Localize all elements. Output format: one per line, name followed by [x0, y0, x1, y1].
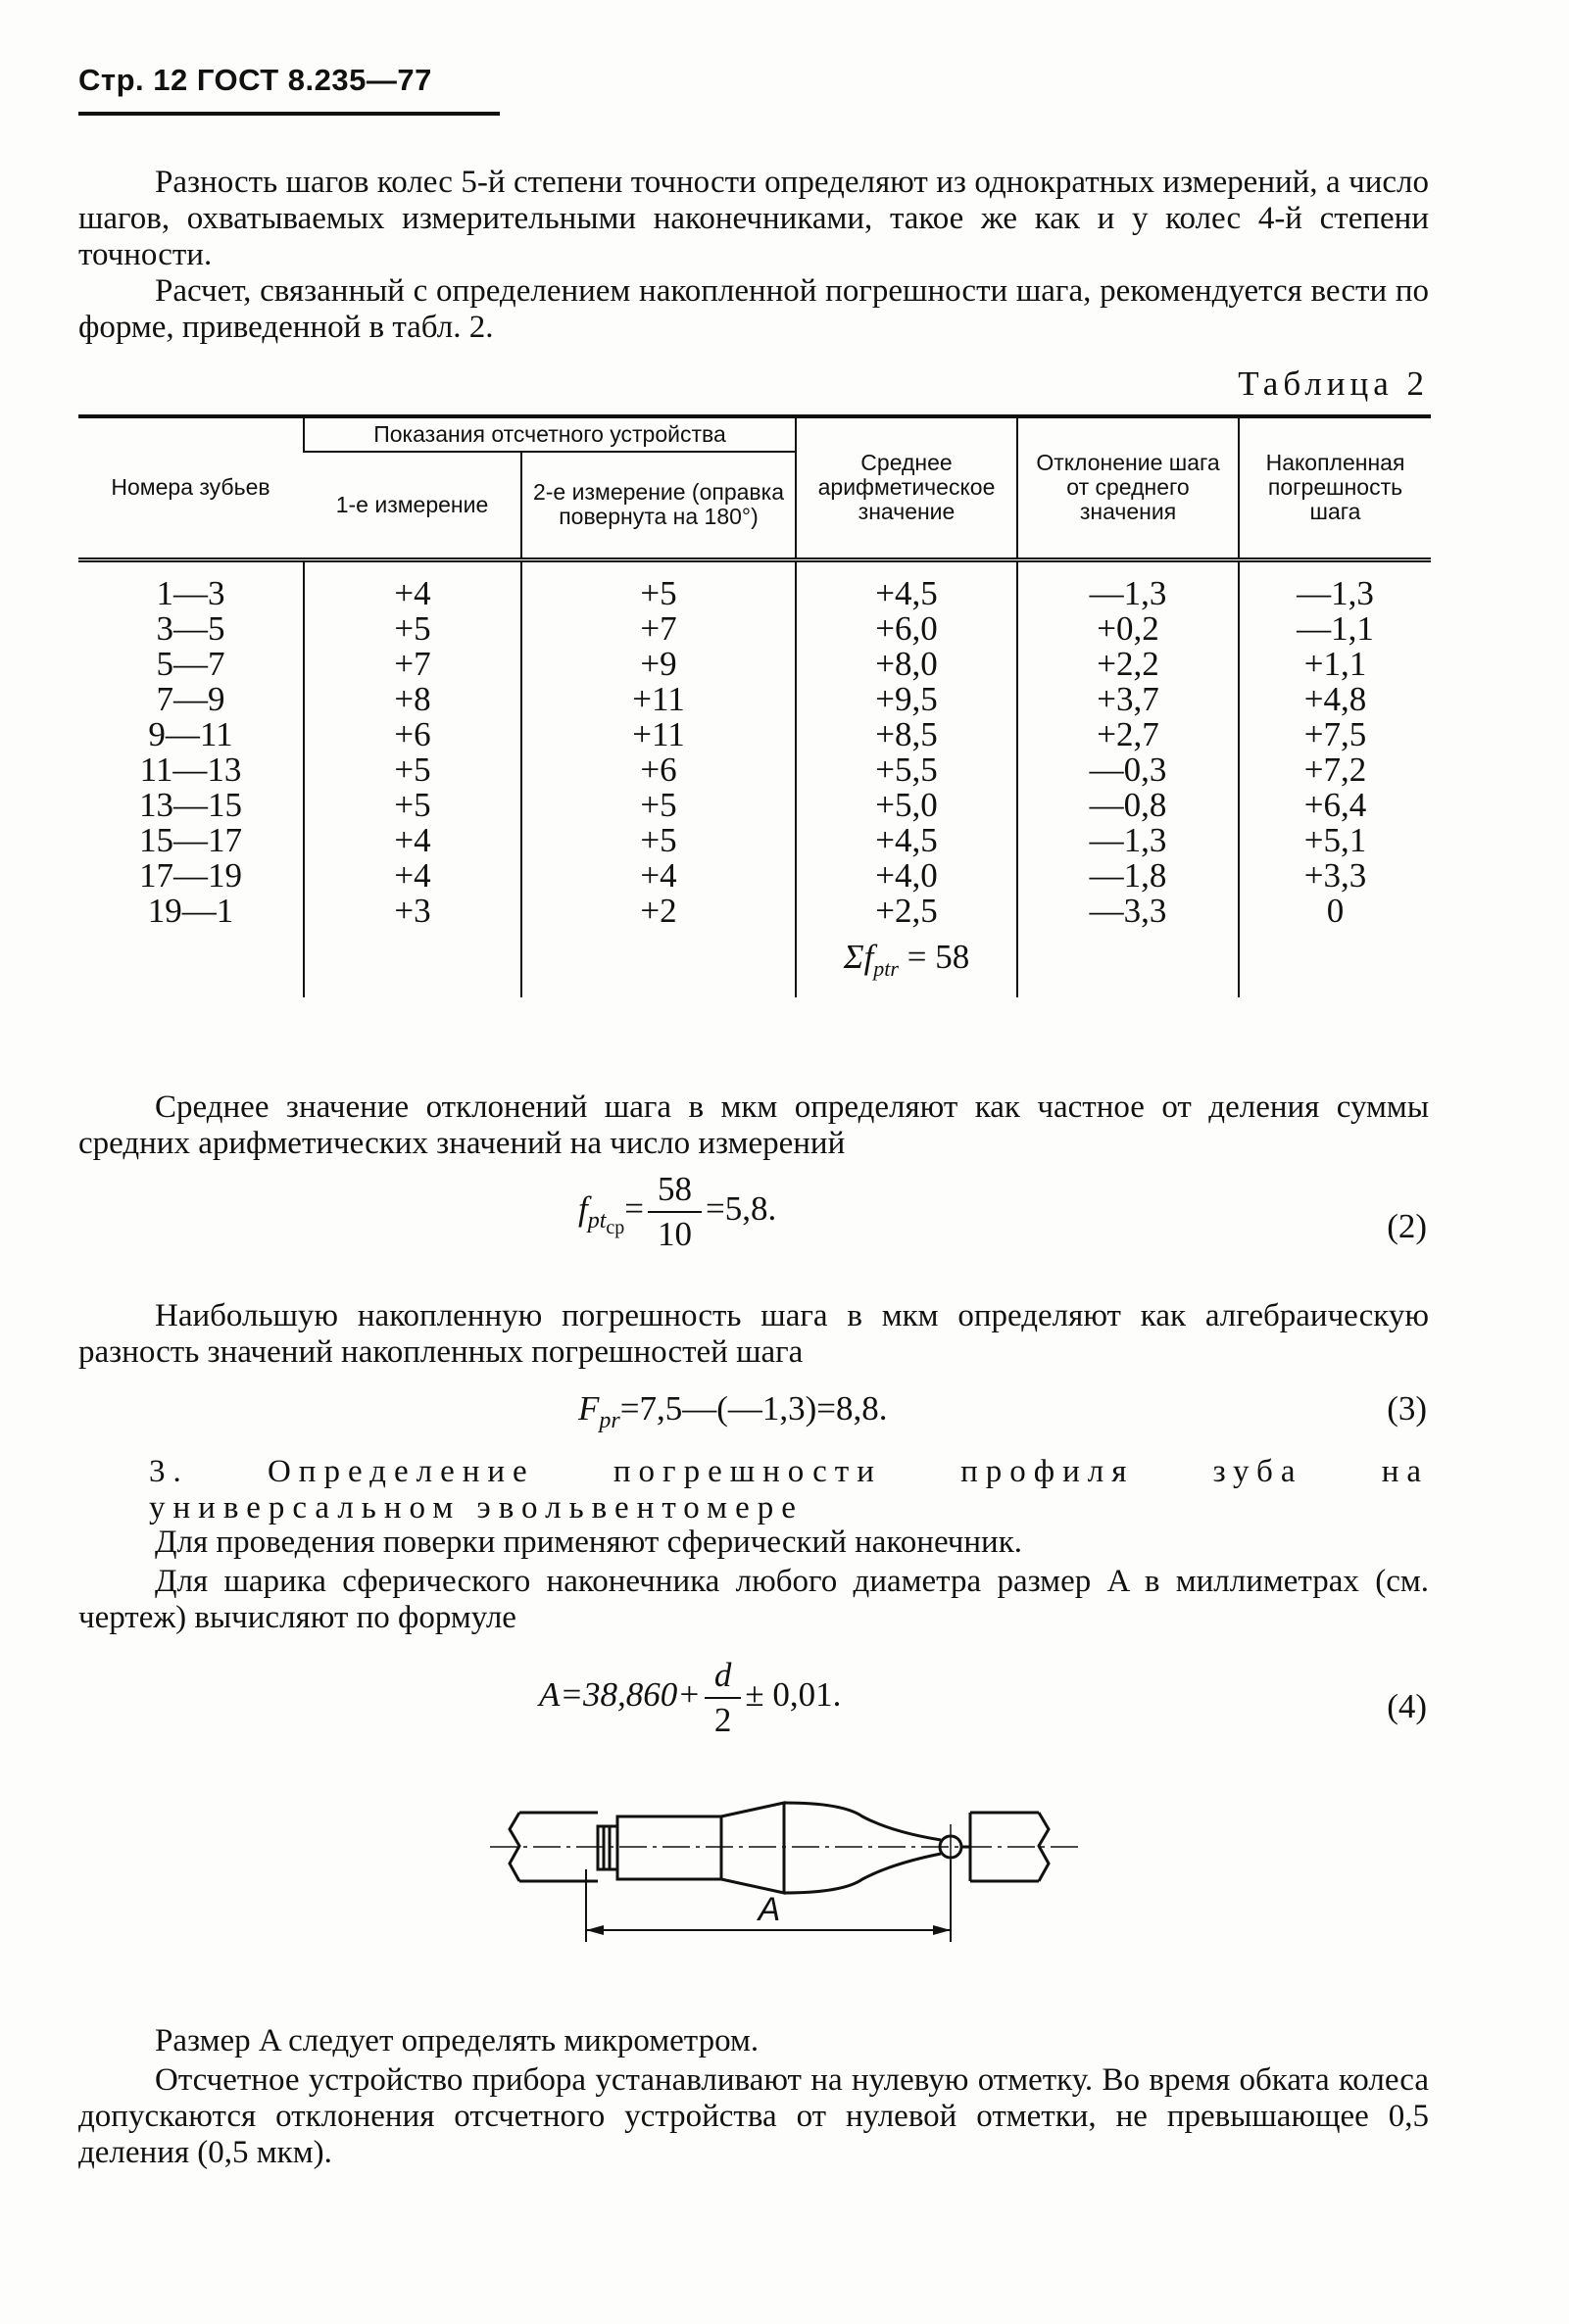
tip-lower-curve: [784, 1854, 941, 1893]
cell-teeth: 7—9: [156, 679, 225, 718]
sum-cell-mean: [796, 929, 1017, 997]
cell-mean: +4,0: [796, 858, 1017, 894]
paragraph-3: Среднее значение отклонений шага в мкм определяют как частное от деления суммы средних арифметических значений на число измерений: [78, 1089, 1429, 1161]
cell-teeth: 17—19: [139, 855, 242, 895]
paragraph-8: Отсчетное устройство прибора устанавливают на нулевую отметку. Во время обката колеса допускаются отклонения отсчетного устройства от нулевой отметки, не превышающее 0,5 деления (0,5 мкм).: [78, 2062, 1429, 2170]
dimension-arrow-left: [586, 1925, 604, 1935]
cell-mean: +8,0: [796, 647, 1017, 682]
cell-mean: +9,5: [796, 682, 1017, 717]
table-row: [78, 788, 1431, 823]
cell-second: +4: [521, 858, 796, 894]
cell-first: +4: [304, 858, 521, 894]
formula-4: [539, 1654, 1029, 1742]
sum-cell-deviation: [1017, 929, 1239, 997]
cell-teeth: 5—7: [156, 644, 225, 683]
sum-label: Σf: [843, 937, 874, 976]
header-mean: Среднее арифметическое значение: [796, 416, 1017, 559]
cell-first: +6: [304, 717, 521, 752]
cell-teeth: 15—17: [139, 820, 242, 859]
formula-2-lhs: f: [578, 1189, 588, 1229]
cell-deviation: +0,2: [1017, 611, 1239, 647]
formula-3-lhs: F: [578, 1389, 600, 1428]
sum-value: = 58: [898, 937, 970, 976]
cell-teeth: 1—3: [156, 573, 225, 612]
cell-first: +4: [304, 823, 521, 858]
equation-number-4: (4): [1387, 1687, 1427, 1725]
sum-cell-second: [521, 929, 796, 997]
paragraph-4: Наибольшую накопленную погрешность шага в мкм определяют как алгебраическую разность значений накопленных погрешностей шага: [78, 1298, 1429, 1370]
table-row: [78, 647, 1431, 682]
formula-2-eq: =: [624, 1189, 645, 1229]
formula-4-numerator: d: [705, 1654, 742, 1699]
cell-first: +8: [304, 682, 521, 717]
cell-deviation: —0,3: [1017, 752, 1239, 788]
sum-cell-accumulated: [1239, 929, 1431, 997]
page-header: Стр. 12 ГОСТ 8.235—77: [78, 63, 432, 97]
header-readings-group: Показания отсчетного устройства: [304, 416, 796, 452]
table-row: [78, 611, 1431, 647]
formula-2-denominator: 10: [658, 1215, 693, 1253]
cell-mean: +8,5: [796, 717, 1017, 752]
cell-accumulated: +5,1: [1239, 823, 1431, 858]
dimension-arrow-right: [933, 1925, 951, 1935]
cell-accumulated: —1,3: [1239, 559, 1431, 611]
cell-second: +7: [521, 611, 796, 647]
cell-first: +5: [304, 611, 521, 647]
sum-cell-teeth: [78, 929, 304, 997]
header-teeth: Номера зубьев: [78, 416, 304, 559]
table-row: [78, 752, 1431, 788]
cell-first: +3: [304, 894, 521, 929]
cell-teeth: 19—1: [147, 891, 234, 930]
cell-accumulated: +7,2: [1239, 752, 1431, 788]
cell-deviation: +2,2: [1017, 647, 1239, 682]
cell-first: +5: [304, 752, 521, 788]
cell-accumulated: +7,5: [1239, 717, 1431, 752]
header-deviation: Отклонение шага от среднего значения: [1017, 416, 1239, 559]
cell-accumulated: +1,1: [1239, 647, 1431, 682]
header-second-measurement: 2-е измерение (оправка повернута на 180°): [521, 452, 796, 559]
cell-second: +9: [521, 647, 796, 682]
header-accumulated: Накопленная погрешность шага: [1239, 416, 1431, 559]
formula-2-rhs: =5,8.: [706, 1189, 777, 1229]
cell-mean: +4,5: [796, 823, 1017, 858]
cell-deviation: —3,3: [1017, 894, 1239, 929]
paragraph-1: Разность шагов колес 5-й степени точности определяют из однократных измерений, а число шагов, охватываемых измерительными наконечниками, такое же как и у колес 4-й степени точности.: [78, 165, 1429, 272]
spherical-tip-drawing: [490, 1785, 1088, 1971]
formula-4-lhs: A=38,860+: [539, 1675, 701, 1715]
paragraph-2: Расчет, связанный с определением накопленной погрешности шага, рекомендуется вести по форме, приведенной в табл. 2.: [78, 273, 1429, 345]
table-row: [78, 858, 1431, 894]
knurled-collar: [598, 1826, 617, 1869]
table-row: [78, 559, 1431, 611]
formula-2-sub: pt: [587, 1208, 607, 1235]
cell-first: +4: [304, 559, 521, 611]
cell-mean: +5,5: [796, 752, 1017, 788]
cell-second: +11: [521, 717, 796, 752]
cell-first: +7: [304, 647, 521, 682]
formula-3-rhs: =7,5—(—1,3)=8,8.: [619, 1389, 888, 1428]
table-row: [78, 717, 1431, 752]
cell-teeth: 3—5: [156, 608, 225, 648]
formula-2: [578, 1168, 1068, 1256]
table-caption: Таблица 2: [1238, 364, 1429, 403]
cell-teeth: 13—15: [139, 785, 242, 824]
dimension-label: A: [758, 1891, 781, 1928]
shank: [617, 1816, 721, 1879]
cell-teeth: 9—11: [148, 714, 233, 753]
table-row: [78, 823, 1431, 858]
equation-number-3: (3): [1387, 1389, 1427, 1428]
tip-upper-curve: [784, 1803, 941, 1840]
cell-second: +2: [521, 894, 796, 929]
cell-deviation: +2,7: [1017, 717, 1239, 752]
cell-mean: +2,5: [796, 894, 1017, 929]
cell-second: +5: [521, 823, 796, 858]
equation-number-2: (2): [1387, 1207, 1427, 1245]
formula-4-denominator: 2: [713, 1701, 732, 1739]
cell-second: +6: [521, 752, 796, 788]
cell-accumulated: +4,8: [1239, 682, 1431, 717]
table-row: [78, 682, 1431, 717]
cell-accumulated: —1,1: [1239, 611, 1431, 647]
cell-second: +5: [521, 559, 796, 611]
paragraph-7: Размер A следует определять микрометром.: [155, 2023, 760, 2058]
formula-2-numerator: 58: [648, 1168, 702, 1213]
cell-deviation: —0,8: [1017, 788, 1239, 823]
section-3-title: 3. Определение погрешности профиля зуба на универсальном эвольвентомере: [149, 1454, 1429, 1525]
cell-mean: +4,5: [796, 559, 1017, 611]
cell-deviation: +3,7: [1017, 682, 1239, 717]
cell-mean: +5,0: [796, 788, 1017, 823]
cell-first: +5: [304, 788, 521, 823]
cell-accumulated: +3,3: [1239, 858, 1431, 894]
formula-2-subsub: ср: [606, 1216, 625, 1238]
header-first-measurement: 1-е измерение: [304, 452, 521, 559]
cell-second: +5: [521, 788, 796, 823]
formula-3: [578, 1389, 1068, 1434]
paragraph-5: Для проведения поверки применяют сферический наконечник.: [155, 1525, 1022, 1560]
cell-teeth: 11—13: [139, 750, 242, 789]
cell-mean: +6,0: [796, 611, 1017, 647]
paragraph-6: Для шарика сферического наконечника любого диаметра размер A в миллиметрах (см. чертеж) вычисляют по формуле: [78, 1564, 1429, 1635]
header-rule: [78, 112, 500, 116]
cell-deviation: —1,8: [1017, 858, 1239, 894]
table-2: [78, 414, 1431, 997]
cell-deviation: —1,3: [1017, 823, 1239, 858]
table-row: [78, 894, 1431, 929]
taper: [721, 1803, 784, 1893]
cell-second: +11: [521, 682, 796, 717]
table-sum-row: [78, 929, 1431, 997]
formula-4-rhs: ± 0,01.: [745, 1675, 842, 1715]
sum-subscript: ptr: [873, 955, 899, 981]
formula-3-sub: pr: [599, 1408, 620, 1433]
cell-accumulated: 0: [1239, 894, 1431, 929]
cell-deviation: —1,3: [1017, 559, 1239, 611]
sum-cell-first: [304, 929, 521, 997]
cell-accumulated: +6,4: [1239, 788, 1431, 823]
